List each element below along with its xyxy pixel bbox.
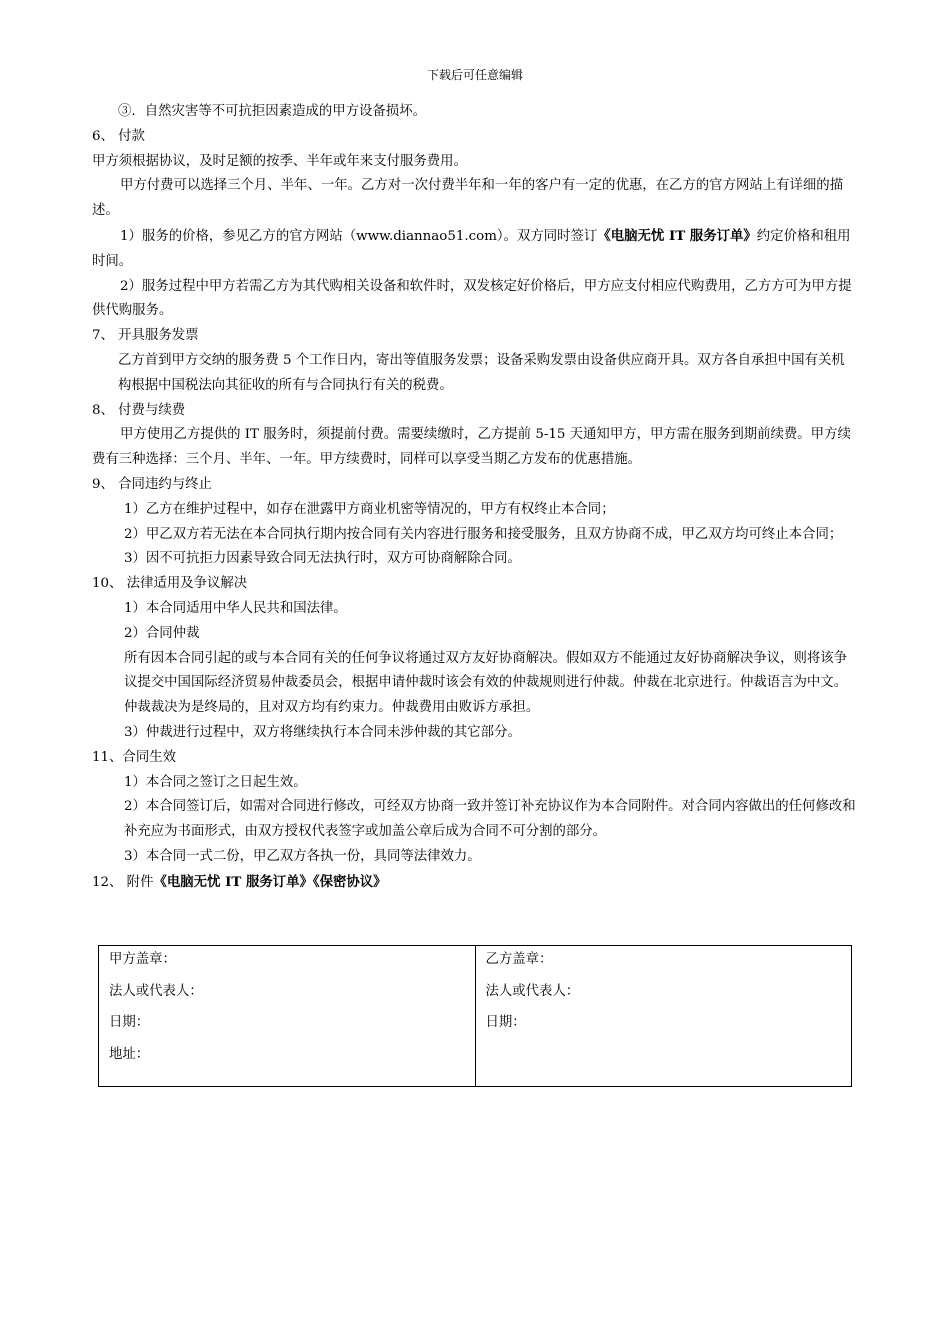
party-a-signature-cell [99, 946, 476, 1087]
section-10-item-1: 1）本合同适用中华人民共和国法律。 [124, 600, 347, 616]
clause-5-item-3: ③．自然灾害等不可抗拒因素造成的甲方设备损坏。 [118, 104, 426, 119]
section-11-item-2: 2）本合同签订后，如需对合同进行修改，可经双方协商一致并签订补充协议作为本合同附件。对合同内容做出的任何修改和补充应为书面形式，由双方授权代表签字或加盖公章后成为合同不可分割的部分。 [124, 799, 856, 840]
section-6-para-1: 甲方须根据协议，及时足额的按季、半年或年来支付服务费用。 [92, 153, 467, 169]
section-12-label: 12、 附件 [92, 874, 154, 890]
section-9-item-1: 1）乙方在维护过程中，如存在泄露甲方商业机密等情况的，甲方有权终止本合同； [124, 501, 615, 517]
section-6-heading: 6、 付款 [92, 128, 145, 144]
attachments-title: 《电脑无忧 IT 服务订单》《保密协议》 [153, 873, 387, 890]
contract-body [92, 100, 858, 896]
party-a-date-label: 日期： [109, 1015, 150, 1030]
section-11-item-3: 3）本合同一式二份，甲乙双方各执一份，具同等法律效力。 [124, 848, 481, 864]
party-a-address-label: 地址： [109, 1046, 150, 1062]
section-6-item-1 [92, 224, 858, 275]
section-10-heading: 10、 法律适用及争议解决 [92, 576, 248, 592]
party-b-representative-label: 法人或代表人： [485, 983, 580, 999]
section-9-item-3: 3）因不可抗拒力因素导致合同无法执行时，双方可协商解除合同。 [124, 551, 521, 567]
section-6-item-1-text: 1）服务的价格，参见乙方的官方网站（www.diannao51.com）。双方同时签订 [120, 228, 598, 244]
section-10-item-3: 3）仲裁进行过程中，双方将继续执行本合同未涉仲裁的其它部分。 [124, 724, 521, 740]
section-7-para: 乙方首到甲方交纳的服务费 5 个工作日内，寄出等值服务发票；设备采购发票由设备供应商开具。双方各自承担中国有关机构根据中国税法向其征收的所有与合同执行有关的税费。 [118, 352, 845, 393]
section-11-heading: 11、合同生效 [92, 749, 176, 765]
service-order-title: 《电脑无忧 IT 服务订单》 [597, 227, 757, 244]
section-9-heading: 9、 合同违约与终止 [92, 476, 212, 492]
section-11-item-1: 1）本合同之签订之日起生效。 [124, 774, 307, 790]
section-9-item-2: 2）甲乙双方若无法在本合同执行期内按合同有关内容进行服务和接受服务，且双方协商不成，甲乙双方均可终止本合同； [124, 526, 843, 542]
section-10-arbitration-para: 所有因本合同引起的或与本合同有关的任何争议将通过双方友好协商解决。假如双方不能通过友好协商解决争议，则将该争议提交中国国际经济贸易仲裁委员会，根据申请仲裁时该会有效的仲裁规则进行仲裁。仲裁在北京进行。仲裁语言为中文。仲裁裁决为是终局的，且对双方均有约束力。仲裁费用由败诉方承担。 [124, 650, 848, 716]
section-7-heading: 7、 开具服务发票 [92, 328, 199, 344]
section-12-heading [92, 870, 858, 896]
section-6-item-2: 2）服务过程中甲方若需乙方为其代购相关设备和软件时，双发核定好价格后，甲方应支付相应代购费用，乙方方可为甲方提供代购服务。 [92, 278, 852, 319]
section-8-heading: 8、 付费与续费 [92, 402, 186, 418]
party-b-seal-label: 乙方盖章： [485, 952, 553, 967]
section-8-para: 甲方使用乙方提供的 IT 服务时，须提前付费。需要续缴时，乙方提前 5-15 天通知甲方，甲方需在服务到期前续费。甲方续费有三种选择：三个月、半年、一年。甲方续费时，同样可以享受当期乙方发布的优惠措施。 [92, 427, 851, 468]
section-6-para-2: 甲方付费可以选择三个月、半年、一年。乙方对一次付费半年和一年的客户有一定的优惠，在乙方的官方网站上有详细的描述。 [92, 178, 844, 219]
section-6-item-1-tail: 约定价格和租用时间。 [92, 228, 851, 269]
party-b-signature-cell [475, 946, 852, 1087]
signature-table [98, 945, 852, 1087]
page-header: 下载后可任意编辑 [426, 68, 523, 82]
party-b-date-label: 日期： [485, 1015, 526, 1030]
party-a-seal-label: 甲方盖章： [109, 952, 176, 967]
party-a-representative-label: 法人或代表人： [109, 983, 203, 999]
section-10-item-2: 2）合同仲裁 [124, 625, 200, 641]
